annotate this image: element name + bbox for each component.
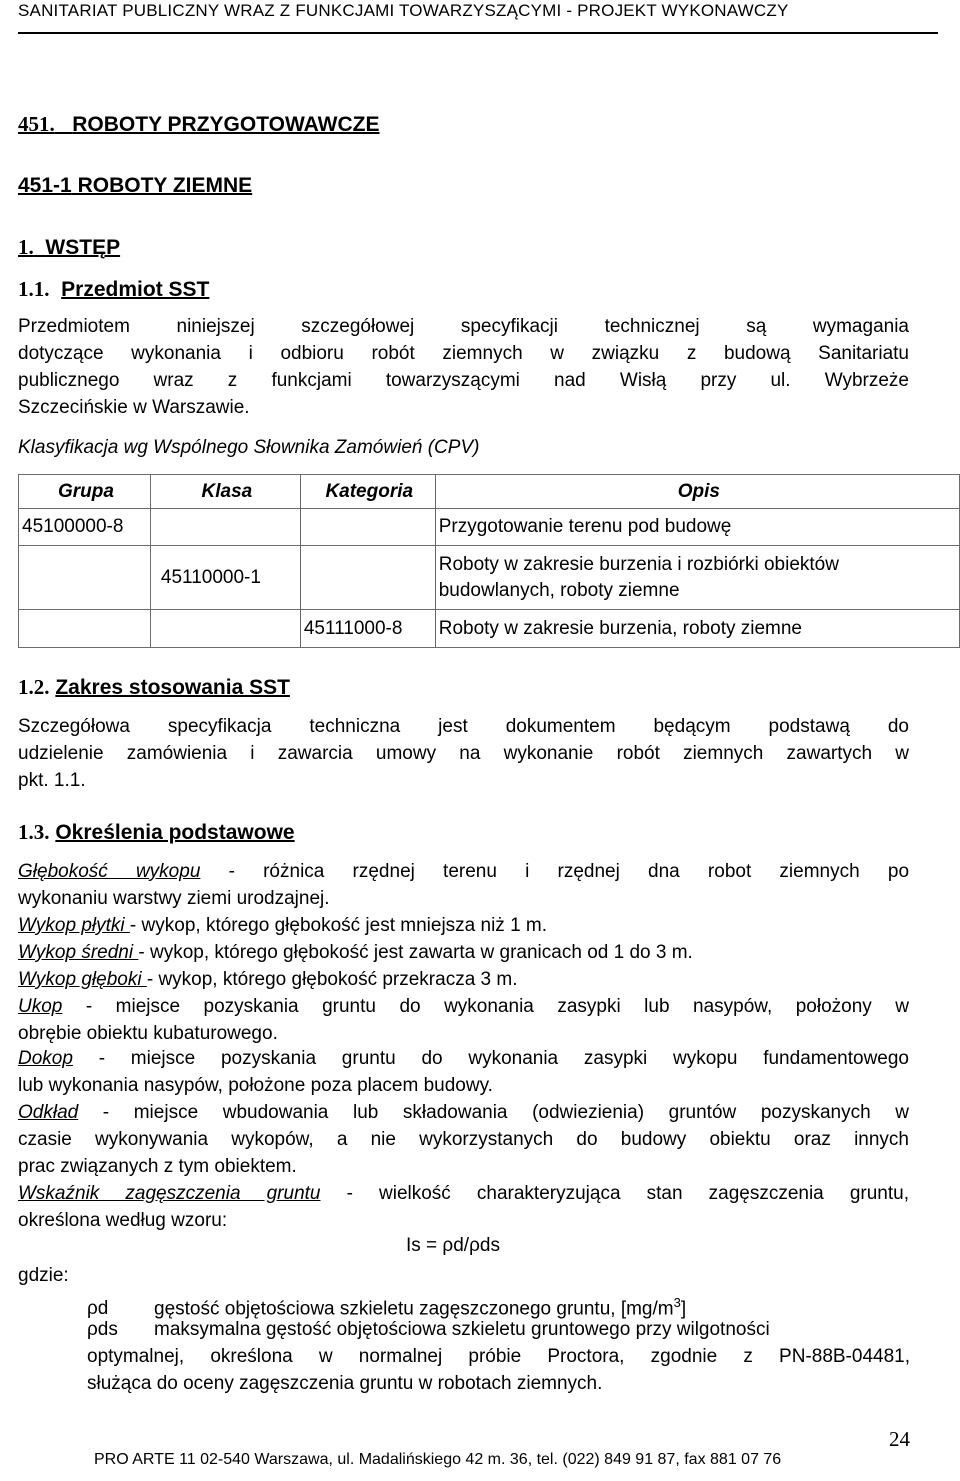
def-text: - wykop, którego głębokość jest zawarta w granicach od 1 do 3 m. bbox=[138, 942, 693, 963]
heading-1-3-number: 1.3. bbox=[18, 820, 50, 844]
def-text: - miejsce wbudowania lub składowania (odwiezienia) gruntów pozyskanych w bbox=[78, 1102, 909, 1123]
def-wykop-gleboki bbox=[18, 966, 909, 993]
cpv-header-grupa: Grupa bbox=[19, 475, 151, 509]
variable-rho-ds-line-3: służąca do oceny zagęszczenia gruntu w robotach ziemnych. bbox=[87, 1373, 603, 1394]
chapter-title: WSTĘP bbox=[45, 236, 121, 259]
def-odklad-line-2: czasie wykonywania wykopów, a nie wykorzystanych do budowy obiektu oraz innych bbox=[18, 1129, 909, 1150]
header-rule bbox=[18, 32, 938, 34]
def-text: - różnica rzędnej terenu i rzędnej dna robot ziemnych po bbox=[200, 861, 910, 882]
s11-line-4: Szczecińskie w Warszawie. bbox=[18, 397, 250, 418]
term-wskaznik-zageszczenia: Wskaźnik zagęszczenia gruntu bbox=[18, 1183, 321, 1204]
cpv-header-opis: Opis bbox=[435, 475, 959, 509]
heading-1-1-title: Przedmiot SST bbox=[61, 278, 210, 301]
chapter-number: 1. bbox=[18, 235, 34, 259]
s12-line-1: Szczegółowa specyfikacja techniczna jest dokumentem będącym podstawą do bbox=[18, 716, 909, 737]
def-text: - wykop, którego głębokość jest mniejsza niż 1 m. bbox=[129, 915, 548, 936]
bracket-close: ] bbox=[680, 1298, 687, 1320]
heading-1-1 bbox=[18, 277, 209, 302]
heading-1-3 bbox=[18, 820, 295, 845]
variable-symbol: ρd bbox=[87, 1298, 109, 1320]
def-wykop-plytki bbox=[18, 912, 909, 939]
term-ukop: Ukop bbox=[18, 996, 63, 1017]
def-text: - miejsce pozyskania gruntu do wykonania zasypki lub nasypów, położony w bbox=[62, 996, 909, 1017]
cpv-cell-grupa bbox=[19, 610, 151, 648]
formula: Is = ρd/ρds bbox=[406, 1235, 500, 1256]
def-dokop-line-2: lub wykonania nasypów, położone poza placem budowy. bbox=[18, 1075, 493, 1096]
s12-line-2: udzielenie zamówienia i zawarcia umowy na wykonanie robót ziemnych zawartych w bbox=[18, 743, 909, 764]
cpv-table bbox=[18, 474, 960, 648]
section-heading bbox=[18, 112, 380, 137]
def-glebokosc-line-2: wykonaniu warstwy ziemi urodzajnej. bbox=[18, 888, 330, 909]
cpv-header-klasa: Klasa bbox=[150, 475, 300, 509]
cpv-cell-kategoria bbox=[300, 509, 435, 546]
subsection-heading bbox=[18, 174, 252, 198]
def-ukop-line-1 bbox=[18, 993, 909, 1020]
heading-1-2 bbox=[18, 675, 290, 700]
s11-line-3: publicznego wraz z funkcjami towarzyszącymi nad Wisłą przy ul. Wybrzeże bbox=[18, 370, 909, 391]
def-dokop-line-1 bbox=[18, 1045, 909, 1072]
subsection-number: 451-1 bbox=[18, 174, 72, 197]
page-footer: PRO ARTE 11 02-540 Warszawa, ul. Madalińskiego 42 m. 36, tel. (022) 849 91 87, fax 881 07 76 bbox=[94, 1451, 782, 1468]
cpv-cell-klasa bbox=[150, 509, 300, 546]
def-text: - wielkość charakteryzująca stan zagęszczenia gruntu, bbox=[320, 1183, 910, 1204]
heading-1-1-number: 1.1. bbox=[18, 277, 50, 301]
heading-1-2-number: 1.2. bbox=[18, 675, 50, 699]
s11-line-1: Przedmiotem niniejszej szczegółowej specyfikacji technicznej są wymagania bbox=[18, 316, 909, 337]
subsection-title: ROBOTY ZIEMNE bbox=[77, 174, 253, 197]
cpv-cell-kategoria bbox=[300, 546, 435, 610]
term-wykop-plytki: Wykop płytki bbox=[18, 915, 130, 936]
s11-line-2: dotyczące wykonania i odbioru robót ziemnych w związku z budową Sanitariatu bbox=[18, 343, 909, 364]
variable-description: maksymalna gęstość objętościowa szkieletu gruntowego przy wilgotności bbox=[154, 1319, 770, 1340]
cpv-cell-opis: Przygotowanie terenu pod budowę bbox=[435, 509, 959, 546]
cpv-cell-grupa bbox=[19, 546, 151, 610]
table-row bbox=[19, 546, 960, 610]
running-header: SANITARIAT PUBLICZNY WRAZ Z FUNKCJAMI TOWARZYSZĄCYMI - PROJEKT WYKONAWCZY bbox=[18, 1, 789, 20]
chapter-heading bbox=[18, 235, 120, 260]
term-odklad: Odkład bbox=[18, 1102, 79, 1123]
term-dokop: Dokop bbox=[18, 1048, 73, 1069]
term-wykop-sredni: Wykop średni bbox=[18, 942, 139, 963]
cpv-cell-klasa: 45110000-1 bbox=[150, 546, 300, 610]
page-number: 24 bbox=[889, 1427, 910, 1451]
table-row bbox=[19, 610, 960, 648]
section-number: 451. bbox=[18, 112, 55, 136]
term-wykop-gleboki: Wykop głęboki bbox=[18, 969, 147, 990]
def-text: - wykop, którego głębokość przekracza 3 m. bbox=[146, 969, 518, 990]
heading-1-3-title: Określenia podstawowe bbox=[55, 821, 295, 844]
variable-description: gęstość objętościowa szkieletu zagęszczonego gruntu, [mg/m bbox=[154, 1298, 674, 1320]
cpv-cell-opis bbox=[435, 546, 959, 610]
def-text: - miejsce pozyskania gruntu do wykonania zasypki wykopu fundamentowego bbox=[72, 1048, 909, 1069]
def-odklad-line-1 bbox=[18, 1099, 909, 1126]
superscript: 3 bbox=[673, 1295, 681, 1310]
def-ukop-line-2: obrębie obiektu kubaturowego. bbox=[18, 1023, 278, 1044]
cpv-header-row bbox=[19, 475, 960, 509]
def-wykop-sredni bbox=[18, 939, 909, 966]
variable-rho-ds-line-2: optymalnej, określona w normalnej próbie Proctora, zgodnie z PN-88B-04481, bbox=[87, 1346, 910, 1367]
cpv-cell-grupa: 45100000-8 bbox=[19, 509, 151, 546]
variable-rho-ds bbox=[87, 1316, 910, 1343]
cpv-opis-line-2: budowlanych, roboty ziemne bbox=[438, 579, 680, 601]
cpv-opis-line-1: Roboty w zakresie burzenia i rozbiórki obiektów bbox=[438, 553, 839, 575]
s12-line-3: pkt. 1.1. bbox=[18, 770, 86, 791]
term-glebokosc-wykopu: Głębokość wykopu bbox=[18, 861, 201, 882]
cpv-header-kategoria: Kategoria bbox=[300, 475, 435, 509]
def-odklad-line-3: prac związanych z tym obiektem. bbox=[18, 1156, 297, 1177]
cpv-cell-kategoria: 45111000-8 bbox=[300, 610, 435, 648]
def-wskaznik-line-1 bbox=[18, 1180, 909, 1207]
def-wskaznik-line-2: określona według wzoru: bbox=[18, 1210, 228, 1231]
cpv-caption: Klasyfikacja wg Wspólnego Słownika Zamówień (CPV) bbox=[18, 437, 480, 458]
heading-1-2-title: Zakres stosowania SST bbox=[55, 676, 290, 699]
table-row bbox=[19, 509, 960, 546]
section-title: ROBOTY PRZYGOTOWAWCZE bbox=[72, 113, 380, 136]
cpv-cell-opis: Roboty w zakresie burzenia, roboty ziemne bbox=[435, 610, 959, 648]
variable-symbol: ρds bbox=[87, 1319, 118, 1340]
cpv-cell-klasa bbox=[150, 610, 300, 648]
def-glebokosc-line-1 bbox=[18, 858, 909, 885]
where-label: gdzie: bbox=[18, 1265, 69, 1286]
